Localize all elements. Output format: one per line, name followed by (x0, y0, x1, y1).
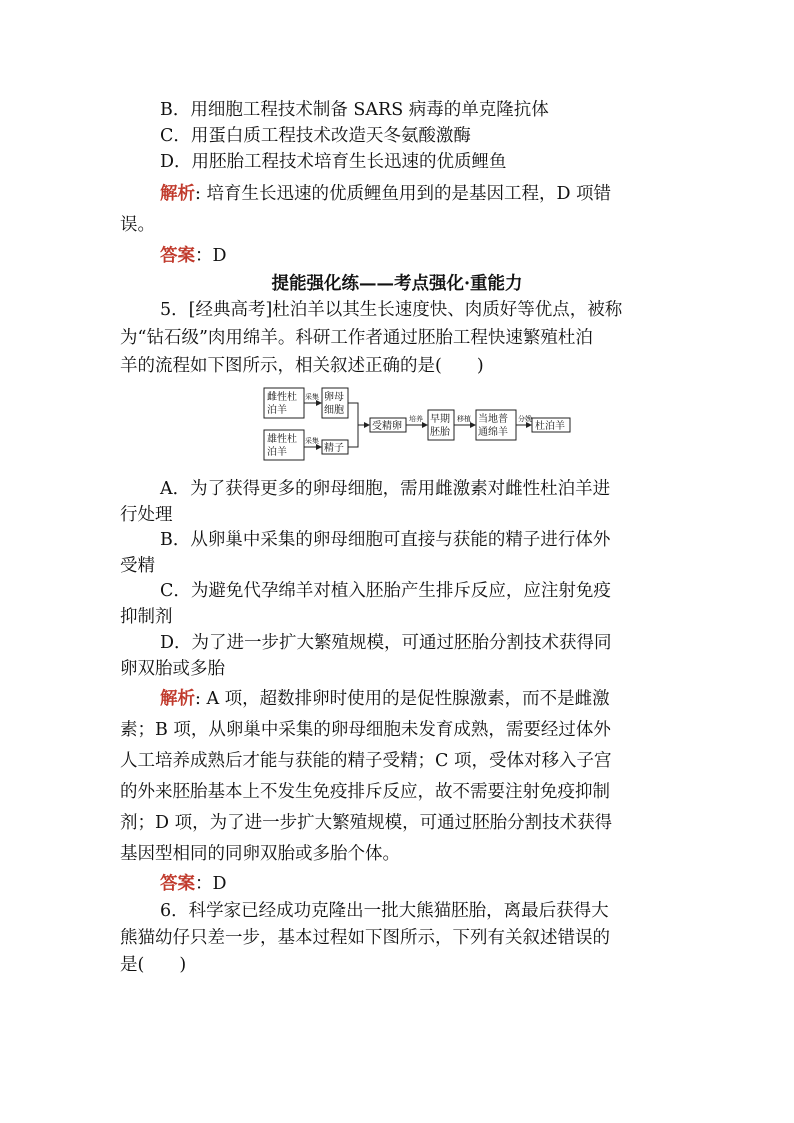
answer-label: 答案 (160, 246, 195, 266)
early-embryo-label-2: 胚胎 (430, 427, 450, 438)
culture-label: 培养 (409, 415, 423, 423)
egg-label-2: 细胞 (324, 405, 344, 416)
sperm-label: 精子 (324, 443, 344, 454)
male-label-1: 雄性杜 (267, 434, 297, 445)
q5-analysis-text: : A 项，超数排卵时使用的是促性腺激素，而不是雌激 (195, 689, 610, 709)
q5-option-c-1: C．为避免代孕绵羊对植入胚胎产生排斥反应，应注射免疫 (160, 581, 611, 601)
female-label-1: 雌性杜 (267, 392, 297, 403)
q5-analysis-line-5: 剂；D 项，为了进一步扩大繁殖规模，可通过胚胎分割技术获得 (120, 813, 613, 833)
q4-analysis-text: : 培育生长迅速的优质鲤鱼用到的是基因工程，D 项错 (195, 184, 612, 204)
delivery-label: 分娩 (518, 415, 532, 423)
analysis-label: 解析 (160, 184, 195, 204)
q5-stem-line-1: 5．[经典高考]杜泊羊以其生长速度快、肉质好等优点，被称 (160, 300, 623, 320)
q5-option-d-1: D．为了进一步扩大繁殖规模，可通过胚胎分割技术获得同 (160, 633, 612, 653)
q4-option-d: D．用胚胎工程技术培育生长迅速的优质鲤鱼 (160, 152, 507, 172)
dorper-result-label: 杜泊羊 (535, 421, 565, 432)
q4-analysis-line-2: 误。 (120, 215, 155, 235)
q4-answer (160, 244, 227, 268)
answer-label: 答案 (160, 874, 195, 894)
transplant-label: 移植 (457, 415, 471, 423)
q5-option-b-2: 受精 (120, 556, 155, 576)
local-sheep-label-1: 当地普 (478, 414, 508, 425)
q5-analysis-line-3: 人工培养成熟后才能与获能的精子受精；C 项，受体对移入子宫 (120, 751, 612, 771)
q4-option-c: C．用蛋白质工程技术改造天冬氨酸激酶 (160, 126, 471, 146)
female-label-2: 泊羊 (267, 405, 287, 416)
q5-option-d-2: 卵双胎或多胎 (120, 659, 225, 679)
section-title: 提能强化练——考点强化·重能力 (271, 274, 523, 294)
q5-option-a-1: A．为了获得更多的卵母细胞，需用雌激素对雌性杜泊羊进 (160, 479, 611, 499)
zygote-label: 受精卵 (372, 421, 402, 432)
q5-analysis-line-6: 基因型相同的同卵双胎或多胎个体。 (120, 844, 400, 864)
q5-stem-line-2: 为“钻石级”肉用绵羊。科研工作者通过胚胎工程快速繁殖杜泊 (120, 328, 593, 348)
breeding-flow-diagram (262, 386, 602, 470)
q4-analysis-line (160, 182, 611, 206)
q5-analysis-line-4: 的外来胚胎基本上不发生免疫排斥反应，故不需要注射免疫抑制 (120, 782, 610, 802)
q4-answer-value: ：D (195, 246, 227, 266)
q5-analysis-line-1 (160, 687, 610, 711)
male-label-2: 泊羊 (267, 447, 287, 458)
q5-answer-value: ：D (195, 874, 227, 894)
q5-stem-line-3: 羊的流程如下图所示，相关叙述正确的是( ) (120, 356, 484, 376)
q5-option-a-2: 行处理 (120, 505, 173, 525)
q5-option-c-2: 抑制剂 (120, 607, 173, 627)
q5-answer (160, 872, 227, 896)
local-sheep-label-2: 通绵羊 (478, 427, 508, 438)
q4-option-b: B．用细胞工程技术制备 SARS 病毒的单克隆抗体 (160, 100, 549, 120)
q6-stem-line-1: 6．科学家已经成功克隆出一批大熊猫胚胎，离最后获得大 (160, 901, 609, 921)
egg-label-1: 卵母 (324, 392, 344, 403)
collect-label-2: 采集 (305, 437, 319, 445)
q5-option-b-1: B．从卵巢中采集的卵母细胞可直接与获能的精子进行体外 (160, 530, 611, 550)
collect-label-1: 采集 (305, 393, 319, 401)
early-embryo-label-1: 早期 (430, 414, 450, 425)
q6-stem-line-3: 是( ) (120, 955, 187, 975)
q6-stem-line-2: 熊猫幼仔只差一步，基本过程如下图所示，下列有关叙述错误的 (120, 928, 610, 948)
q5-analysis-line-2: 素；B 项，从卵巢中采集的卵母细胞未发育成熟，需要经过体外 (120, 720, 611, 740)
analysis-label: 解析 (160, 689, 195, 709)
